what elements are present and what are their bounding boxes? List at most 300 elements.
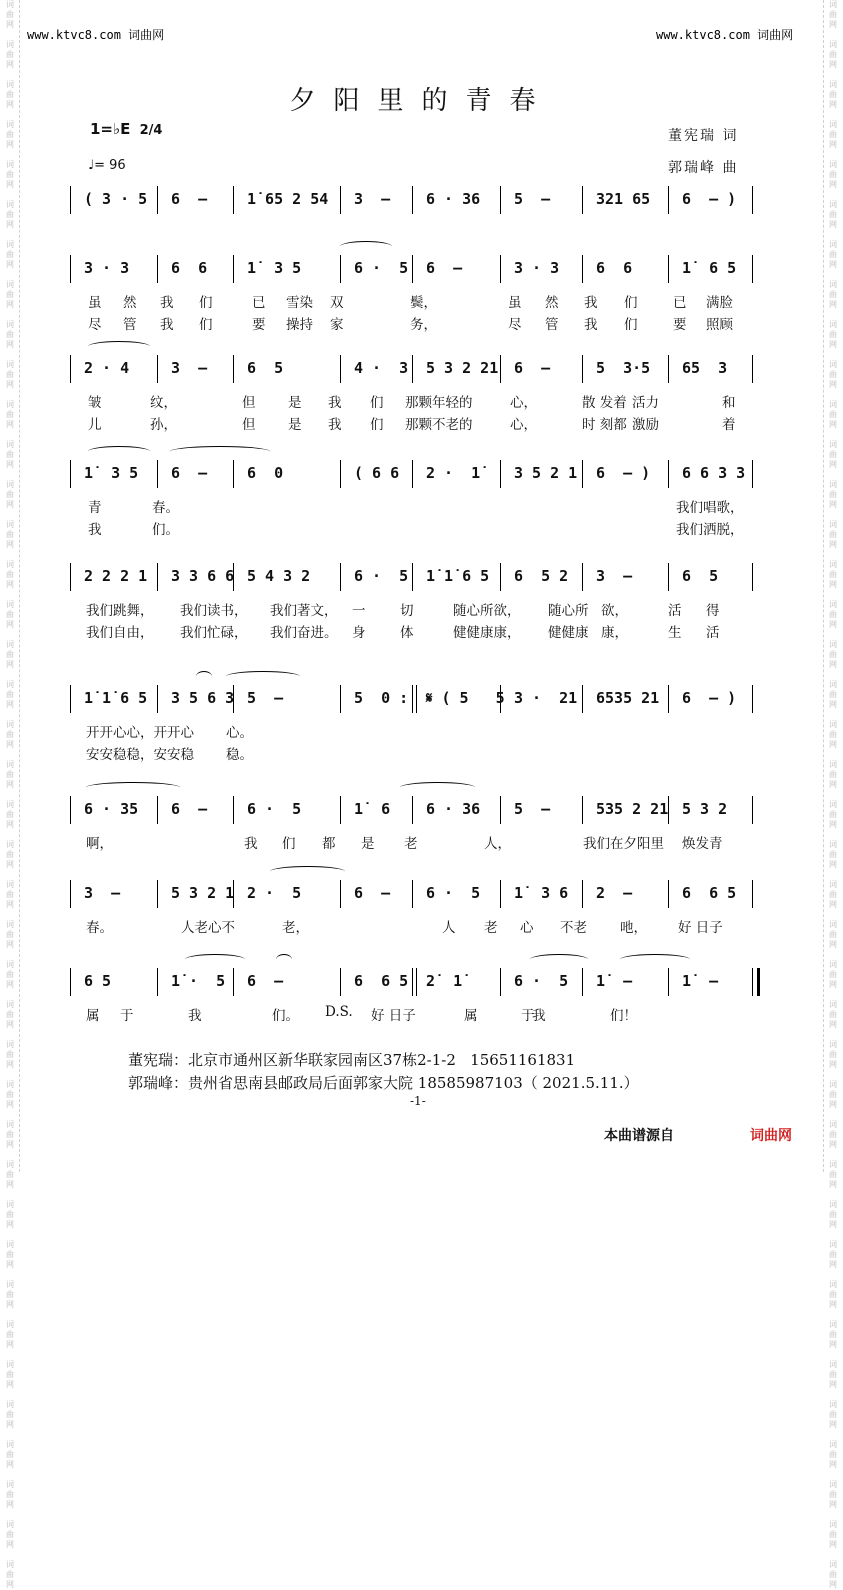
measure-notes: 3 – — [171, 359, 208, 377]
barline — [70, 796, 71, 824]
lyric-word: 时 刻都 — [582, 417, 627, 433]
score-row-3 — [0, 355, 843, 381]
measure-notes: 6 6 — [171, 259, 208, 277]
barline — [752, 880, 753, 908]
measure-notes: 1̇ – — [596, 972, 633, 990]
measure-notes: ( 3 · 5 — [84, 190, 148, 208]
lyric-line-1 — [0, 599, 843, 619]
barline — [412, 968, 417, 996]
lyric-line-1 — [0, 391, 843, 411]
lyric-word: 孙， — [150, 417, 177, 433]
measure-notes: 6 · 5 — [247, 800, 302, 818]
lyric-word: 都 — [322, 836, 336, 852]
barline — [70, 563, 71, 591]
measure-notes: 1̇ 1̇ 6 5 — [84, 689, 148, 707]
barline — [340, 796, 341, 824]
barline — [668, 186, 669, 214]
lyric-word: 但 — [242, 395, 256, 411]
measure-notes: 6 · 36 — [426, 190, 481, 208]
barline — [582, 968, 583, 996]
composer-credit: 郭瑞峰 曲 — [668, 160, 739, 176]
slur — [270, 866, 345, 877]
tempo-marking: ♩= 96 — [88, 158, 126, 173]
lyric-line-2 — [0, 413, 843, 433]
lyric-word: 老 — [404, 836, 418, 852]
barline — [233, 255, 234, 283]
lyric-word: 我 — [584, 317, 598, 333]
barline — [668, 968, 669, 996]
measure-notes: 6 · 5 — [514, 972, 569, 990]
lyric-word: 是 — [288, 417, 302, 433]
barline — [340, 685, 341, 713]
lyric-line-1 — [0, 291, 843, 311]
lyric-word: 不老 — [560, 920, 587, 936]
barline — [668, 255, 669, 283]
lyric-word: 一 — [352, 603, 366, 619]
measure-notes: 6 6 3 3 — [682, 464, 746, 482]
site-url-left[interactable]: www.ktvc8.com 词曲网 — [27, 28, 165, 42]
slur — [86, 782, 180, 793]
barline — [233, 796, 234, 824]
lyric-word: 纹， — [150, 395, 177, 411]
barline — [412, 355, 413, 383]
barline — [157, 685, 158, 713]
lyric-word: 我 — [584, 295, 598, 311]
barline — [70, 880, 71, 908]
barline — [340, 563, 341, 591]
barline — [412, 880, 413, 908]
measure-notes: 5 3 2 1 — [171, 884, 235, 902]
composer-address: 郭瑞峰：贵州省思南县邮政局后面郭家大院 18585987103（ 2021.5.11.） — [128, 1074, 639, 1092]
lyric-word: 我们著文， — [270, 603, 338, 619]
barline — [157, 563, 158, 591]
slur — [196, 671, 212, 682]
barline — [668, 563, 669, 591]
measure-notes: 6 · 36 — [426, 800, 481, 818]
lyric-word: 务， — [410, 317, 437, 333]
barline — [157, 186, 158, 214]
barline — [412, 460, 413, 488]
lyric-word: 心， — [510, 395, 537, 411]
lyric-word: 是 — [288, 395, 302, 411]
lyric-word: 欲， — [601, 603, 628, 619]
lyric-word: 们 — [370, 395, 384, 411]
barline — [668, 685, 669, 713]
barline — [412, 563, 413, 591]
lyric-word: 我们唱歌， — [676, 500, 744, 516]
barline — [233, 460, 234, 488]
slur — [400, 782, 475, 793]
slur — [226, 671, 300, 682]
measure-notes: 6 6 5 — [682, 884, 737, 902]
barline — [157, 968, 158, 996]
song-title: 夕阳里的青春 — [289, 86, 554, 116]
measure-notes: 6 · 5 — [354, 259, 409, 277]
barline — [500, 355, 501, 383]
measure-notes: 1̇ · 5 — [171, 972, 226, 990]
lyric-line-1 — [0, 916, 843, 936]
barline — [500, 563, 501, 591]
lyric-word: 人， — [484, 836, 511, 852]
barline — [340, 880, 341, 908]
barline — [582, 460, 583, 488]
lyric-word: 于 — [120, 1008, 134, 1024]
measure-notes: 4 · 3 — [354, 359, 409, 377]
lyric-word: 管 — [123, 317, 137, 333]
slur — [170, 446, 270, 457]
lyric-word: 那颗年轻的 — [405, 395, 473, 411]
barline — [412, 186, 413, 214]
score-row-9 — [0, 968, 843, 994]
barline — [157, 460, 158, 488]
barline — [668, 460, 669, 488]
slur — [340, 241, 392, 252]
barline — [500, 796, 501, 824]
site-url-right[interactable]: www.ktvc8.com 词曲网 — [656, 28, 794, 42]
barline — [412, 685, 417, 713]
measure-notes: 6 6 — [596, 259, 633, 277]
page-number: -1- — [410, 1094, 426, 1108]
slur — [185, 954, 245, 965]
lyric-word: 和 — [722, 395, 736, 411]
lyric-word: 家 — [330, 317, 344, 333]
lyric-word: 随心所欲， — [453, 603, 521, 619]
watermark-right: 词 曲 网 词 曲 网 词 曲 网 词 曲 网 词 曲 网 词 曲 网 词 曲 网 词 曲 网 词 曲 网 词 曲 网 词 曲 网 词 曲 网 词 曲 网 词 曲 网 词 曲 网 词 曲 网 词 曲 网 词 曲 网 词 曲 网 词 曲 网 词 曲 网 词 曲 网 词 曲 网 词 曲 网 词 曲 网 词 曲 网 词 曲 网 词 曲 网 词 曲 网 词 曲 网 词 曲 网 词 曲 网 词 曲 网 词 曲 网 词 曲 网 词 曲 网 词 曲 网 词 曲 网 词 曲 网 词 曲 网 — [823, 0, 842, 1172]
lyric-word: 好 日子 — [371, 1008, 416, 1024]
lyric-word: 春。 — [152, 500, 179, 516]
measure-notes: 6 0 — [247, 464, 284, 482]
lyric-line-1 — [0, 496, 843, 516]
slur — [530, 954, 588, 965]
lyric-word: 健健康 — [548, 625, 589, 641]
measure-notes: 6 5 — [247, 359, 284, 377]
barline — [233, 968, 234, 996]
lyric-word: 我们在夕阳里 — [583, 836, 664, 852]
measure-notes: 𝄋 ( 5 5 — [426, 689, 505, 707]
lyric-word: 随心所 — [548, 603, 589, 619]
lyric-word: 属 — [464, 1008, 478, 1024]
lyric-word: 们 — [199, 295, 213, 311]
lyric-word: 要 — [673, 317, 687, 333]
measure-notes: 6535 21 — [596, 689, 660, 707]
measure-notes: 6 – — [171, 190, 208, 208]
lyric-word: 活 — [706, 625, 720, 641]
barline — [157, 796, 158, 824]
time-signature: 2/4 — [139, 123, 163, 138]
barline — [70, 355, 71, 383]
barline — [582, 880, 583, 908]
lyric-word: 切 — [400, 603, 414, 619]
barline — [412, 255, 413, 283]
lyric-word: D.S. — [325, 1004, 353, 1020]
measure-notes: 6 – — [171, 464, 208, 482]
lyric-word: 好 日子 — [678, 920, 723, 936]
lyric-word: 尽 — [88, 317, 102, 333]
lyric-word: 春。 — [86, 920, 113, 936]
measure-notes: 6 – ) — [682, 689, 737, 707]
measure-notes: ( 6 6 — [354, 464, 400, 482]
lyric-word: 啊， — [86, 836, 113, 852]
lyric-word: 散 发着 — [582, 395, 627, 411]
barline — [752, 255, 753, 283]
source-brand[interactable]: 词曲网 — [750, 1128, 792, 1144]
barline — [582, 685, 583, 713]
barline — [157, 880, 158, 908]
measure-notes: 6 – — [514, 359, 551, 377]
barline — [668, 355, 669, 383]
barline — [752, 968, 760, 996]
lyric-word: 心 — [520, 920, 534, 936]
measure-notes: 2 2 2 1 — [84, 567, 148, 585]
lyric-word: 人老心不 — [181, 920, 235, 936]
lyric-word: 们 — [370, 417, 384, 433]
lyric-word: 然 — [545, 295, 559, 311]
measure-notes: 3 5 6 3 — [171, 689, 235, 707]
measure-notes: 3 · 3 — [514, 259, 560, 277]
key-text: 1=♭E — [90, 120, 131, 138]
measure-notes: 1̇ 3 5 — [84, 464, 139, 482]
barline — [752, 460, 753, 488]
lyric-word: 安安稳稳，安安稳 — [86, 747, 194, 763]
lyric-word: 我们忙碌， — [180, 625, 248, 641]
lyric-word: 们！ — [610, 1008, 637, 1024]
measure-notes: 2 · 4 — [84, 359, 130, 377]
barline — [340, 460, 341, 488]
measure-notes: 2̇ 1̇ — [426, 972, 463, 990]
barline — [500, 880, 501, 908]
measure-notes: 1̇ – — [682, 972, 719, 990]
lyric-word: 我 — [244, 836, 258, 852]
barline — [340, 255, 341, 283]
lyric-word: 们 — [624, 295, 638, 311]
lyric-word: 吔， — [620, 920, 647, 936]
barline — [752, 796, 753, 824]
measure-notes: 5 0 : — [354, 689, 409, 707]
measure-notes: 535 2 21 — [596, 800, 669, 818]
lyric-word: 我们读书， — [180, 603, 248, 619]
barline — [157, 355, 158, 383]
measure-notes: 5 – — [247, 689, 284, 707]
lyric-word: 心。 — [226, 725, 253, 741]
measure-notes: 6 · 35 — [84, 800, 139, 818]
measure-notes: 6 · 5 — [354, 567, 409, 585]
barline — [70, 460, 71, 488]
lyric-word: 活 — [668, 603, 682, 619]
measure-notes: 5 3·5 — [596, 359, 651, 377]
lyric-line-2 — [0, 621, 843, 641]
lyric-word: 我 — [88, 522, 102, 538]
barline — [340, 968, 341, 996]
measure-notes: 3 – — [596, 567, 633, 585]
measure-notes: 6 – ) — [682, 190, 737, 208]
lyric-word: 稳。 — [226, 747, 253, 763]
lyric-word: 我们自由， — [86, 625, 154, 641]
lyric-word: 身 — [352, 625, 366, 641]
lyric-word: 我 — [160, 295, 174, 311]
measure-notes: 3 · 21 — [514, 689, 578, 707]
barline — [752, 685, 753, 713]
lyric-word: 焕发青 — [682, 836, 723, 852]
slur — [88, 446, 150, 457]
lyric-line-2 — [0, 313, 843, 333]
lyric-word: 健健康康， — [453, 625, 521, 641]
measure-notes: 5 3 2 — [682, 800, 728, 818]
lyric-word: 已 — [673, 295, 687, 311]
lyric-word: 心， — [510, 417, 537, 433]
lyric-word: 要 — [252, 317, 266, 333]
measure-notes: 6 5 — [84, 972, 112, 990]
lyric-word: 人 — [442, 920, 456, 936]
lyric-word: 们 — [282, 836, 296, 852]
barline — [752, 563, 753, 591]
score-row-6 — [0, 685, 843, 711]
lyricist-address: 董宪瑞：北京市通州区新华联家园南区37栋2-1-2 15651161831 — [128, 1051, 576, 1069]
lyric-word: 得 — [706, 603, 720, 619]
lyric-word: 满脸 — [706, 295, 733, 311]
lyric-word: 双 — [330, 295, 344, 311]
measure-notes: 5 3 2 21 — [426, 359, 499, 377]
lyric-word: 尽 — [508, 317, 522, 333]
measure-notes: 5 – — [514, 190, 551, 208]
barline — [157, 255, 158, 283]
lyric-word: 儿 — [88, 417, 102, 433]
slur — [620, 954, 690, 965]
measure-notes: 6 6 5 — [354, 972, 409, 990]
barline — [582, 355, 583, 383]
score-row-8 — [0, 880, 843, 906]
barline — [582, 186, 583, 214]
lyric-word: 们。 — [152, 522, 179, 538]
lyric-word: 青 — [88, 500, 102, 516]
score-row-4 — [0, 460, 843, 486]
lyric-word: 然 — [123, 295, 137, 311]
source-label: 本曲谱源自 — [604, 1128, 674, 1144]
score-row-5 — [0, 563, 843, 589]
barline — [500, 186, 501, 214]
lyric-word: 照顾 — [706, 317, 733, 333]
barline — [412, 796, 413, 824]
barline — [582, 796, 583, 824]
lyric-line-2 — [0, 743, 843, 763]
lyric-word: 康， — [601, 625, 628, 641]
score-row-7 — [0, 796, 843, 822]
lyric-word: 们 — [624, 317, 638, 333]
barline — [70, 968, 71, 996]
measure-notes: 2 · 5 — [247, 884, 302, 902]
barline — [582, 255, 583, 283]
barline — [500, 255, 501, 283]
lyric-line-1 — [0, 832, 843, 852]
lyric-word: 老， — [282, 920, 309, 936]
measure-notes: 1̇ 6 5 — [682, 259, 737, 277]
measure-notes: 6 – ) — [596, 464, 651, 482]
score-row-1 — [0, 186, 843, 212]
barline — [340, 355, 341, 383]
lyric-word: 于 — [521, 1008, 535, 1024]
lyric-word: 生 — [668, 625, 682, 641]
lyric-word: 我 — [328, 417, 342, 433]
lyric-word: 开开心心，开开心 — [86, 725, 194, 741]
measure-notes: 1̇ 3 5 — [247, 259, 302, 277]
barline — [233, 186, 234, 214]
barline — [70, 685, 71, 713]
barline — [70, 255, 71, 283]
key-signature — [90, 120, 162, 138]
lyric-word: 体 — [400, 625, 414, 641]
barline — [582, 563, 583, 591]
measure-notes: 6 – — [426, 259, 463, 277]
lyric-word: 虽 — [88, 295, 102, 311]
lyric-word: 皱 — [88, 395, 102, 411]
lyric-line-2 — [0, 518, 843, 538]
barline — [668, 880, 669, 908]
measure-notes: 1̇ 1̇ 6 5 — [426, 567, 490, 585]
measure-notes: 6 · 5 — [426, 884, 481, 902]
measure-notes: 6 – — [247, 972, 284, 990]
lyric-word: 我 — [160, 317, 174, 333]
barline — [70, 186, 71, 214]
lyric-word: 我们洒脱， — [676, 522, 744, 538]
barline — [752, 355, 753, 383]
lyric-word: 活力 — [632, 395, 659, 411]
measure-notes: 1̇ 3 6 — [514, 884, 569, 902]
lyric-word: 激励 — [632, 417, 659, 433]
lyric-word: 那颗不老的 — [405, 417, 473, 433]
lyric-line-1 — [0, 1004, 843, 1024]
measure-notes: 3 3 6 6 — [171, 567, 235, 585]
slur — [88, 341, 150, 352]
barline — [340, 186, 341, 214]
lyric-word: 管 — [545, 317, 559, 333]
measure-notes: 6 5 — [682, 567, 719, 585]
lyric-word: 老 — [484, 920, 498, 936]
lyric-word: 我 — [188, 1008, 202, 1024]
measure-notes: 3 5 2 1 — [514, 464, 578, 482]
measure-notes: 65 3 — [682, 359, 728, 377]
measure-notes: 2 – — [596, 884, 633, 902]
lyric-word: 鬓， — [410, 295, 437, 311]
measure-notes: 6 – — [171, 800, 208, 818]
watermark-left: 词 曲 网 词 曲 网 词 曲 网 词 曲 网 词 曲 网 词 曲 网 词 曲 网 词 曲 网 词 曲 网 词 曲 网 词 曲 网 词 曲 网 词 曲 网 词 曲 网 词 曲 网 词 曲 网 词 曲 网 词 曲 网 词 曲 网 词 曲 网 词 曲 网 词 曲 网 词 曲 网 词 曲 网 词 曲 网 词 曲 网 词 曲 网 词 曲 网 词 曲 网 词 曲 网 词 曲 网 词 曲 网 词 曲 网 词 曲 网 词 曲 网 词 曲 网 词 曲 网 词 曲 网 词 曲 网 词 曲 网 — [1, 0, 20, 1172]
measure-notes: 6 5 2 — [514, 567, 569, 585]
measure-notes: 3 – — [354, 190, 391, 208]
barline — [500, 460, 501, 488]
lyric-word: 但 — [242, 417, 256, 433]
lyric-word: 我们奋进。 — [270, 625, 338, 641]
score-row-2 — [0, 255, 843, 281]
lyric-word: 着 — [722, 417, 736, 433]
measure-notes: 5 4 3 2 — [247, 567, 311, 585]
barline — [752, 186, 753, 214]
barline — [233, 355, 234, 383]
measure-notes: 321 65 — [596, 190, 651, 208]
lyric-word: 操持 — [286, 317, 313, 333]
lyricist-credit: 董宪瑞 词 — [668, 128, 739, 144]
slur — [276, 954, 292, 965]
lyric-word: 我们跳舞， — [86, 603, 154, 619]
lyric-word: 是 — [361, 836, 375, 852]
measure-notes: 2 · 1̇ — [426, 464, 481, 482]
lyric-word: 已 — [252, 295, 266, 311]
lyric-word: 我 — [532, 1008, 546, 1024]
measure-notes: 6 – — [354, 884, 391, 902]
lyric-word: 属 — [86, 1008, 100, 1024]
lyric-word: 们 — [199, 317, 213, 333]
lyric-line-1 — [0, 721, 843, 741]
lyric-word: 虽 — [508, 295, 522, 311]
lyric-word: 们。 — [272, 1008, 299, 1024]
lyric-word: 雪染 — [286, 295, 313, 311]
